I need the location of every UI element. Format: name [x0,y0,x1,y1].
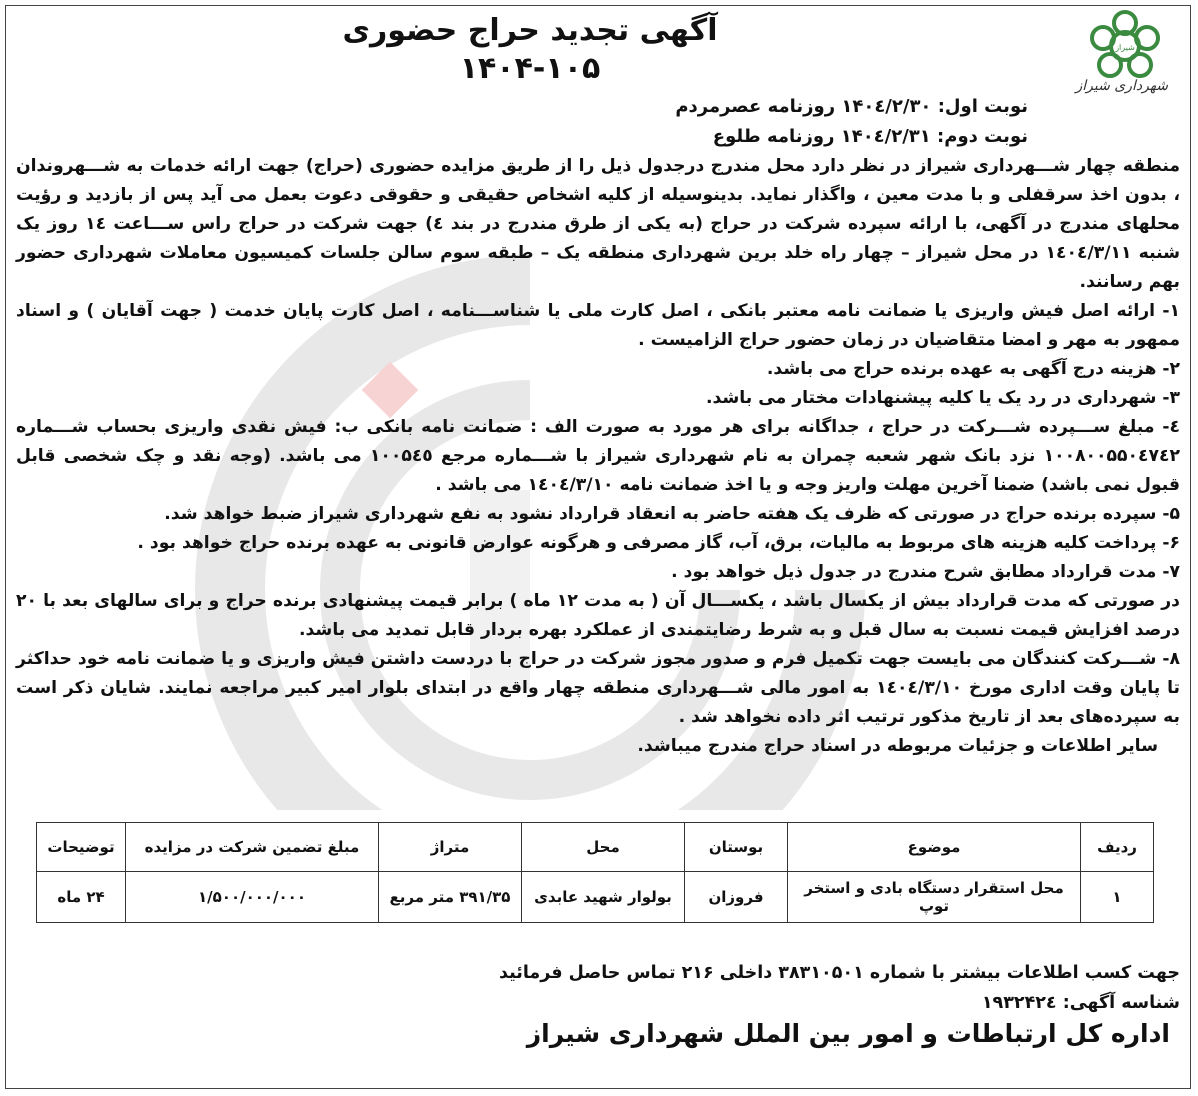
clause-2: ۲- هزینه درج آگهی به عهده برنده حراج می باشد. [766,359,1180,379]
clause-5: ۵- سپرده برنده حراج در صورتی که ظرف یک هفته حاضر به انعقاد قرارداد نشود به نفع شهرداری شیراز ضبط خواهد شد. [164,504,1180,524]
cell-park: فروزان [685,872,788,923]
auction-table [36,822,1154,923]
clause-4: ٤- مبلغ ســـپرده شـــرکت در حراج ، جداگانه برای هر مورد به صورت الف : ضمانت نامه بانکی ب: فیش نقدی واریزی بحساب شـــماره ۱۰۰۸۰۰۵۵۰٤۷٤۲ نزد بانک شهر شعبه چمران به نام شهرداری شیراز با شـــماره مرجع ۱۰۰۵٤٥ می باشد. (وجه نقد و چک شخصی قابل قبول نمی باشد) ضمنا آخرین مهلت واریز وجه و یا اخذ ضمانت نامه ۱٤۰٤/۳/۱۰ می باشد . [16,417,1180,495]
page-title: آگهی تجدید حراج حضوری [342,13,718,48]
svg-text:شیراز: شیراز [1115,43,1135,52]
cell-location: بولوار شهید عابدی [522,872,685,923]
clause-7-extension: در صورتی که مدت قرارداد بیش از یکسال باشد ، یکســـال آن ( به مدت ۱۲ ماه ) برابر قیمت پیشنهادی برنده حراج و برای سالهای بعد با ۲۰ درصد افزایش قیمت نسبت به سال قبل و به شرط رضایتمندی از عملکرد بهره بردار قابل تمدید می باشد. [16,591,1180,640]
ad-id: شناسه آگهی: ۱۹۳۲۴۲٤ [981,993,1180,1013]
cell-notes: ۲۴ ماه [37,872,126,923]
header-park: بوستان [685,823,788,872]
header-subject: موضوع [788,823,1081,872]
ad-number: ۱۴۰۴-۱۰۵ [459,51,601,86]
cell-subject: محل استقرار دستگاه بادی و استخر توپ [788,872,1081,923]
logo-signature: شهرداری شیراز [1075,78,1168,94]
header-notes: توضیحات [37,823,126,872]
cell-row-number: ۱ [1081,872,1154,923]
intro-paragraph: منطقه چهار شـــهرداری شیراز در نظر دارد محل مندرج درجدول ذیل را از طریق مزایده حضوری (حراج) جهت ارائه خدمات به شـــهروندان ، بدون اخذ سرقفلی و با مدت معین ، واگذار نماید. بدینوسیله از کلیه اشخاص حقیقی و حقوقی دعوت بعمل می آید پس از بازدید و رؤیت محلهای مندرج در آگهی، با ارائه سپرده شرکت در حراج (به یکی از طرق مندرج در بند ٤) جهت شرکت در حراج راس ســـاعت ١٤ روز یک شنبه ۱٤۰٤/۳/۱۱ در محل شیراز – چهار راه خلد برین شهرداری منطقه یک – طبقه سوم سالن جلسات کمیسیون معاملات شهرداری حضور بهم رسانند. [16,156,1180,292]
clause-1: ۱- ارائه اصل فیش واریزی یا ضمانت نامه معتبر بانکی ، اصل کارت ملی یا شناســـنامه ، اصل کارت پایان خدمت ( جهت آقایان ) و اسناد ممهور به مهر و امضا متقاضیان در زمان حضور حراج الزامیست . [16,301,1180,350]
header-deposit: مبلغ تضمین شرکت در مزایده [126,823,379,872]
clause-8: ۸- شـــرکت کنندگان می بایست جهت تکمیل فرم و صدور مجوز شرکت در حراج با دردست داشتن فیش واریزی و یا ضمانت نامه خود حداکثر تا پایان وقت اداری مورخ ۱٤۰٤/۳/۱۰ به امور مالی شـــهرداری منطقه چهار واقع در ابتدای بلوار امیر کبیر مراجعه نمایند. شایان ذکر است به سپرده‌های بعد از تاریخ مذکور ترتیب اثر داده نخواهد شد . [16,649,1180,727]
ad-body [16,152,1180,761]
table-header-row [37,823,1154,872]
clause-3: ۳- شهرداری در رد یک یا کلیه پیشنهادات مختار می باشد. [705,388,1180,408]
header-row-number: ردیف [1081,823,1154,872]
publication-dates [675,92,1028,152]
clause-6: ۶- پرداخت کلیه هزینه های مربوط به مالیات، برق، آب، گاز مصرفی و هرگونه عوارض قانونی به عهده برنده حراج خواهد بود . [137,533,1180,553]
municipality-logo-icon [1080,8,1170,88]
table-row [37,872,1154,923]
signature: اداره کل ارتباطات و امور بین الملل شهرداری شیراز [526,1019,1170,1048]
clause-7: ۷- مدت قرارداد مطابق شرح مندرج در جدول ذیل خواهد بود . [671,562,1180,582]
contact-line: جهت کسب اطلاعات بیشتر با شماره ۳۸۳۱۰۵۰۱ داخلی ۲۱۶ تماس حاصل فرمائید [499,963,1180,983]
header-location: محل [522,823,685,872]
header-area: متراژ [379,823,522,872]
closing-note: سایر اطلاعات و جزئیات مربوطه در اسناد حراج مندرج میباشد. [637,736,1158,756]
cell-deposit: ۱/۵۰۰/۰۰۰/۰۰۰ [126,872,379,923]
footer-info [499,958,1180,1018]
cell-area: ۳۹۱/۳۵ متر مربع [379,872,522,923]
publication-first: نوبت اول: ۱۴۰٤/۲/۳۰ روزنامه عصرمردم [675,96,1028,117]
publication-second: نوبت دوم: ۱۴۰٤/۲/۳۱ روزنامه طلوع [712,126,1028,147]
ad-title-block [270,12,790,88]
